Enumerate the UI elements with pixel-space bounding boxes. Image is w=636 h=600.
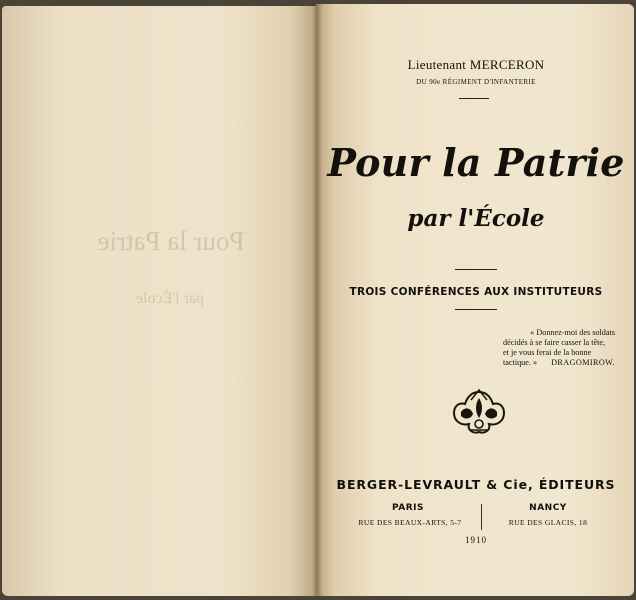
epigraph-line: « Donnez-moi des soldats bbox=[530, 328, 615, 337]
divider-bottom bbox=[455, 309, 497, 310]
book-description: TROIS CONFÉRENCES AUX INSTITUTEURS bbox=[349, 286, 603, 298]
city-paris: PARIS bbox=[392, 503, 424, 513]
epigraph-attribution: DRAGOMIROW. bbox=[551, 358, 615, 367]
epigraph-line: décidés à se faire casser la tête, bbox=[503, 338, 606, 347]
epigraph bbox=[503, 328, 615, 368]
epigraph-line: et je vous ferai de la bonne bbox=[503, 348, 592, 357]
epigraph-line: tactique. » bbox=[503, 358, 538, 367]
book-title: Pour la Patrie bbox=[327, 140, 625, 185]
publisher-monogram-emblem-icon bbox=[449, 386, 509, 438]
regiment: DU 90e RÉGIMENT D'INFANTERIE bbox=[416, 78, 536, 86]
divider-author bbox=[459, 98, 489, 99]
address-paris: RUE DES BEAUX-ARTS, 5-7 bbox=[358, 518, 462, 527]
epigraph-last-line bbox=[503, 358, 615, 368]
book-subtitle: par l'École bbox=[407, 205, 545, 232]
divider-top bbox=[455, 269, 497, 270]
bleed-through-title: Pour la Patrie bbox=[97, 226, 245, 256]
publication-year: 1910 bbox=[465, 535, 487, 545]
bleed-through-subtitle: par l'École bbox=[135, 290, 205, 307]
city-divider bbox=[481, 504, 482, 530]
city-nancy: NANCY bbox=[529, 503, 567, 513]
publisher: BERGER-LEVRAULT & Cie, ÉDITEURS bbox=[336, 477, 616, 492]
author: Lieutenant MERCERON bbox=[407, 57, 545, 72]
address-nancy: RUE DES GLACIS, 18 bbox=[508, 518, 588, 527]
book-gutter bbox=[312, 4, 322, 596]
